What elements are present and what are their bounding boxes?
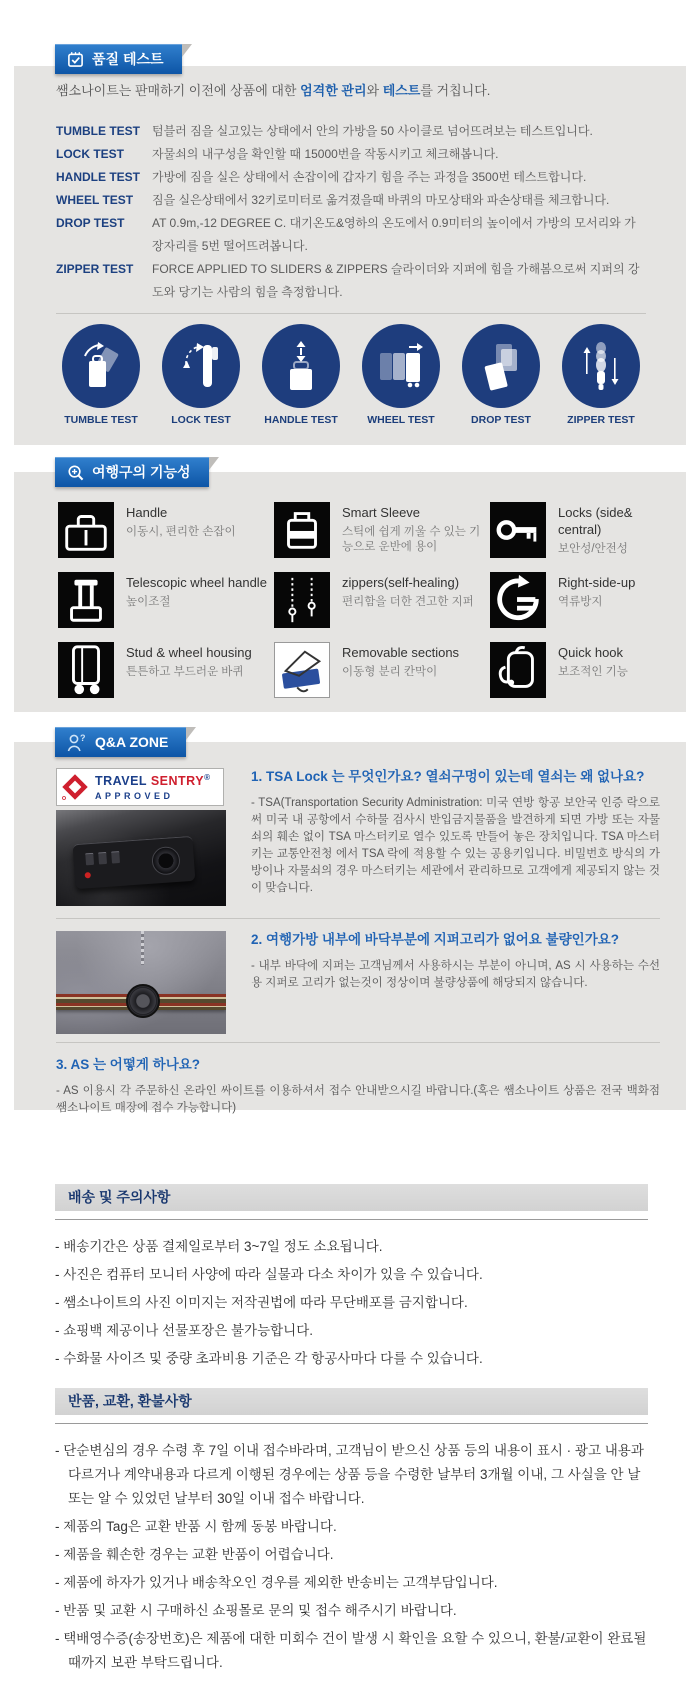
divider bbox=[56, 313, 646, 314]
divider bbox=[55, 1423, 648, 1424]
handle-test-item bbox=[256, 324, 346, 426]
travel-sentry-word1: TRAVEL bbox=[95, 774, 147, 789]
tumble-test-icon bbox=[62, 324, 140, 408]
feature-desc: 튼튼하고 부드러운 바퀴 bbox=[126, 666, 244, 678]
tsa-lock-photo bbox=[56, 810, 226, 906]
feature-title: Quick hook bbox=[558, 645, 624, 660]
quick-hook-icon bbox=[490, 642, 546, 698]
returns-title: 반품, 교환, 환불사항 bbox=[55, 1388, 648, 1415]
qa-item-3 bbox=[56, 1056, 660, 1117]
divider bbox=[55, 1219, 648, 1220]
intro-em1: 엄격한 관리 bbox=[300, 83, 367, 98]
test-icon-label: HANDLE TEST bbox=[264, 414, 338, 426]
returns-item: - 제품을 훼손한 경우는 교환 반품이 어렵습니다. bbox=[55, 1547, 334, 1562]
intro-post: 를 거칩니다. bbox=[420, 83, 491, 98]
travel-sentry-logo bbox=[56, 768, 224, 806]
features-section bbox=[14, 472, 686, 712]
qa-zone-ribbon bbox=[55, 727, 186, 757]
feature-desc: 높이조절 bbox=[126, 596, 171, 608]
test-name: WHEEL TEST bbox=[56, 193, 134, 207]
test-name: HANDLE TEST bbox=[56, 170, 140, 184]
strap-buckle bbox=[126, 984, 160, 1018]
test-list bbox=[56, 120, 646, 304]
qa1-media bbox=[56, 768, 226, 906]
test-desc: 자물쇠의 내구성을 확인할 때 15000번을 작동시키고 체크해봅니다. bbox=[152, 147, 499, 161]
lock-test-icon bbox=[162, 324, 240, 408]
tsa-lock-body bbox=[73, 836, 196, 889]
handle-icon bbox=[58, 502, 114, 558]
shipping-list bbox=[55, 1235, 648, 1371]
feature-item bbox=[58, 502, 274, 564]
feature-title: Smart Sleeve bbox=[342, 505, 421, 520]
qa2-text bbox=[226, 931, 660, 1034]
feature-desc: 이동형 분리 칸막이 bbox=[342, 666, 438, 678]
test-desc: 텀블러 짐을 실고있는 상태에서 안의 가방을 50 사이클로 넘어뜨려보는 테스트입니다. bbox=[152, 124, 593, 138]
right-side-up-icon bbox=[490, 572, 546, 628]
qa-item-2 bbox=[56, 931, 660, 1034]
divider bbox=[56, 918, 660, 919]
removable-sections-icon bbox=[274, 642, 330, 698]
test-name: DROP TEST bbox=[56, 216, 125, 230]
person-question-icon bbox=[67, 733, 87, 752]
feature-title: Right-side-up bbox=[558, 575, 636, 590]
features-grid bbox=[58, 502, 656, 704]
feature-item bbox=[274, 642, 490, 704]
returns-item: - 반품 및 교환 시 구매하신 쇼핑몰로 문의 및 접수 해주시기 바랍니다. bbox=[55, 1603, 457, 1618]
qa2-media bbox=[56, 931, 226, 1034]
qa1-text bbox=[226, 768, 660, 906]
travel-sentry-text bbox=[93, 772, 211, 801]
returns-item: - 제품의 Tag은 교환 반품 시 함께 동봉 바랍니다. bbox=[55, 1519, 337, 1534]
shipping-section bbox=[55, 1184, 648, 1375]
quality-test-ribbon-label: 품질 테스트 bbox=[92, 51, 164, 67]
quality-test-ribbon bbox=[55, 44, 182, 74]
test-icon-label: WHEEL TEST bbox=[367, 414, 435, 426]
test-row bbox=[56, 166, 646, 189]
test-icon-label: ZIPPER TEST bbox=[567, 414, 635, 426]
test-row bbox=[56, 120, 646, 143]
feature-desc: 보조적인 기능 bbox=[558, 666, 628, 678]
tumble-test-item bbox=[56, 324, 146, 426]
feature-item bbox=[274, 572, 490, 634]
feature-desc: 편리함을 더한 견고한 지퍼 bbox=[342, 596, 474, 608]
returns-section bbox=[55, 1388, 648, 1679]
returns-item: - 택배영수증(송장번호)은 제품에 대한 미회수 건이 발생 시 확인을 요할 수 있으니, 환불/교환이 완료될 때까지 보관 부탁드립니다. bbox=[55, 1631, 647, 1670]
quality-test-section bbox=[14, 66, 686, 445]
clipboard-check-icon bbox=[67, 51, 84, 68]
test-desc: 짐을 실은상태에서 32키로미터로 옮겨졌을때 바퀴의 마모상태와 파손상태를 체크합니다. bbox=[152, 193, 610, 207]
qa1-question: 1. TSA Lock 는 무엇인가요? 열쇠구멍이 있는데 열쇠는 왜 없나요? bbox=[251, 769, 645, 784]
feature-item bbox=[58, 572, 274, 634]
feature-desc: 이동시, 편리한 손잡이 bbox=[126, 526, 236, 538]
shipping-item: - 사진은 컴퓨터 모니터 사양에 따라 실물과 다소 차이가 있을 수 있습니다. bbox=[55, 1267, 483, 1282]
feature-title: Stud & wheel housing bbox=[126, 645, 252, 660]
shipping-title: 배송 및 주의사항 bbox=[55, 1184, 648, 1211]
lock-indicator bbox=[85, 872, 91, 878]
feature-item bbox=[274, 502, 490, 564]
bag-interior-photo bbox=[56, 931, 226, 1034]
test-row bbox=[56, 189, 646, 212]
shipping-item: - 수화물 사이즈 및 중량 초과비용 기준은 각 항공사마다 다를 수 있습니다. bbox=[55, 1351, 483, 1366]
qa2-answer: - 내부 바닥에 지퍼는 고객님께서 사용하시는 부분이 아니며, AS 시 사용하는 수선용 지퍼로 고리가 없는것이 정상이며 불량상품에 해당되지 않습니다. bbox=[251, 960, 660, 989]
quality-test-intro bbox=[56, 82, 646, 100]
test-row bbox=[56, 143, 646, 166]
feature-title: zippers(self-healing) bbox=[342, 575, 460, 590]
svg-text:?: ? bbox=[80, 732, 86, 743]
zipper-test-icon bbox=[562, 324, 640, 408]
lock-dials bbox=[85, 851, 120, 865]
registered-mark: ® bbox=[204, 773, 211, 783]
test-row bbox=[56, 212, 646, 258]
feature-item bbox=[490, 502, 656, 564]
returns-list bbox=[55, 1439, 648, 1675]
test-icons-row bbox=[56, 324, 646, 426]
shipping-item: - 쌤소나이트의 사진 이미지는 저작권법에 따라 무단배포를 금지합니다. bbox=[55, 1295, 468, 1310]
smart-sleeve-icon bbox=[274, 502, 330, 558]
test-desc: FORCE APPLIED TO SLIDERS & ZIPPERS 슬라이더와 지퍼에 힘을 가해봄으로써 지퍼의 강도와 당기는 사람의 힘을 측정합니다. bbox=[152, 262, 640, 299]
feature-item bbox=[490, 642, 656, 704]
stud-wheel-housing-icon bbox=[58, 642, 114, 698]
locks-icon bbox=[490, 502, 546, 558]
lock-test-item bbox=[156, 324, 246, 426]
interior-zipper bbox=[141, 931, 144, 965]
travel-sentry-diamond-icon bbox=[57, 770, 93, 804]
intro-text: 쌤소나이트는 판매하기 이전에 상품에 대한 bbox=[56, 83, 301, 98]
features-ribbon bbox=[55, 457, 209, 487]
features-ribbon-label: 여행구의 기능성 bbox=[92, 464, 191, 480]
returns-item: - 제품에 하자가 있거나 배송착오인 경우를 제외한 반송비는 고객부담입니다. bbox=[55, 1575, 498, 1590]
qa-section bbox=[14, 742, 686, 1114]
feature-desc: 역류방지 bbox=[558, 596, 603, 608]
drop-test-icon bbox=[462, 324, 540, 408]
feature-desc: 보안성/안전성 bbox=[558, 543, 628, 555]
feature-desc: 스틱에 쉽게 끼울 수 있는 기능으로 운반에 용이 bbox=[342, 526, 481, 553]
intro-em2: 테스트 bbox=[382, 83, 421, 98]
test-icon-label: DROP TEST bbox=[471, 414, 531, 426]
travel-sentry-approved: APPROVED bbox=[95, 790, 174, 801]
magnifier-plus-icon bbox=[67, 464, 84, 481]
lock-keyhole bbox=[151, 846, 181, 876]
returns-item: - 단순변심의 경우 수령 후 7일 이내 접수바라며, 고객님이 받으신 상품 등의 내용이 표시 · 광고 내용과 다르거나 계약내용과 다르게 이행된 경우에는 상품 등을 수령한 날부터 3개월 이내, 그 사실을 안 날 또는 알 수 있었던 날부터 30일 이내 접수 바랍니다. bbox=[55, 1443, 644, 1506]
test-icon-label: TUMBLE TEST bbox=[64, 414, 138, 426]
test-desc: AT 0.9m,-12 DEGREE C. 대기온도&영하의 온도에서 0.9미터의 높이에서 가방의 모서리와 가장자리를 5번 떨어뜨려봅니다. bbox=[152, 216, 636, 253]
shipping-item: - 쇼핑백 제공이나 선물포장은 불가능합니다. bbox=[55, 1323, 313, 1338]
zippers-icon bbox=[274, 572, 330, 628]
telescopic-wheel-handle-icon bbox=[58, 572, 114, 628]
test-icon-label: LOCK TEST bbox=[171, 414, 231, 426]
test-row bbox=[56, 258, 646, 304]
feature-item bbox=[490, 572, 656, 634]
wheel-test-icon bbox=[362, 324, 440, 408]
intro-mid: 와 bbox=[366, 83, 383, 98]
qa-item-1 bbox=[56, 768, 660, 906]
qa3-answer: - AS 이용시 각 주문하신 온라인 싸이트를 이용하셔서 접수 안내받으시길 바랍니다.(혹은 쌤소나이트 상품은 전국 백화점 쌤소나이트 매장에 접수 가능합니다) bbox=[56, 1085, 660, 1114]
divider bbox=[56, 1042, 660, 1043]
shipping-item: - 배송기간은 상품 결제일로부터 3~7일 정도 소요됩니다. bbox=[55, 1239, 383, 1254]
test-name: LOCK TEST bbox=[56, 147, 124, 161]
feature-title: Removable sections bbox=[342, 645, 460, 660]
feature-item bbox=[58, 642, 274, 704]
drop-test-item bbox=[456, 324, 546, 426]
qa3-question: 3. AS 는 어떻게 하나요? bbox=[56, 1057, 201, 1072]
qa-zone-ribbon-label: Q&A ZONE bbox=[95, 734, 169, 750]
qa2-question: 2. 여행가방 내부에 바닥부분에 지퍼고리가 없어요 불량인가요? bbox=[251, 932, 620, 947]
test-desc: 가방에 짐을 실은 상태에서 손잡이에 갑자기 힘을 주는 과정을 3500번 테스트합니다. bbox=[152, 170, 587, 184]
feature-title: Locks (side& central) bbox=[558, 505, 633, 537]
travel-sentry-word2: SENTRY bbox=[150, 774, 205, 789]
wheel-test-item bbox=[356, 324, 446, 426]
test-name: ZIPPER TEST bbox=[56, 262, 134, 276]
handle-test-icon bbox=[262, 324, 340, 408]
feature-title: Handle bbox=[126, 505, 168, 520]
feature-title: Telescopic wheel handle bbox=[126, 575, 267, 590]
qa1-answer: - TSA(Transportation Security Administration: 미국 연방 항공 보안국 인증 락으로써 미국 내 공항에서 수하물 검사시 반입금지물품을 발견하게 되면 가방 또는 자물쇠의 훼손 없이 TSA 마스터키로 열수 있도록 만들어 놓은 장치입니다. TSA 마스터키는 교통안전청 에서 TSA 락에 적용할 수 있는 공용키입니다. 비밀번호 방식의 가방이나 자물쇠의 경우 마스터키는 세관에서 관리하므로 고객에게 제공되지 않는 것이 맞습니다. bbox=[251, 797, 660, 894]
zipper-test-item bbox=[556, 324, 646, 426]
test-name: TUMBLE TEST bbox=[56, 124, 140, 138]
